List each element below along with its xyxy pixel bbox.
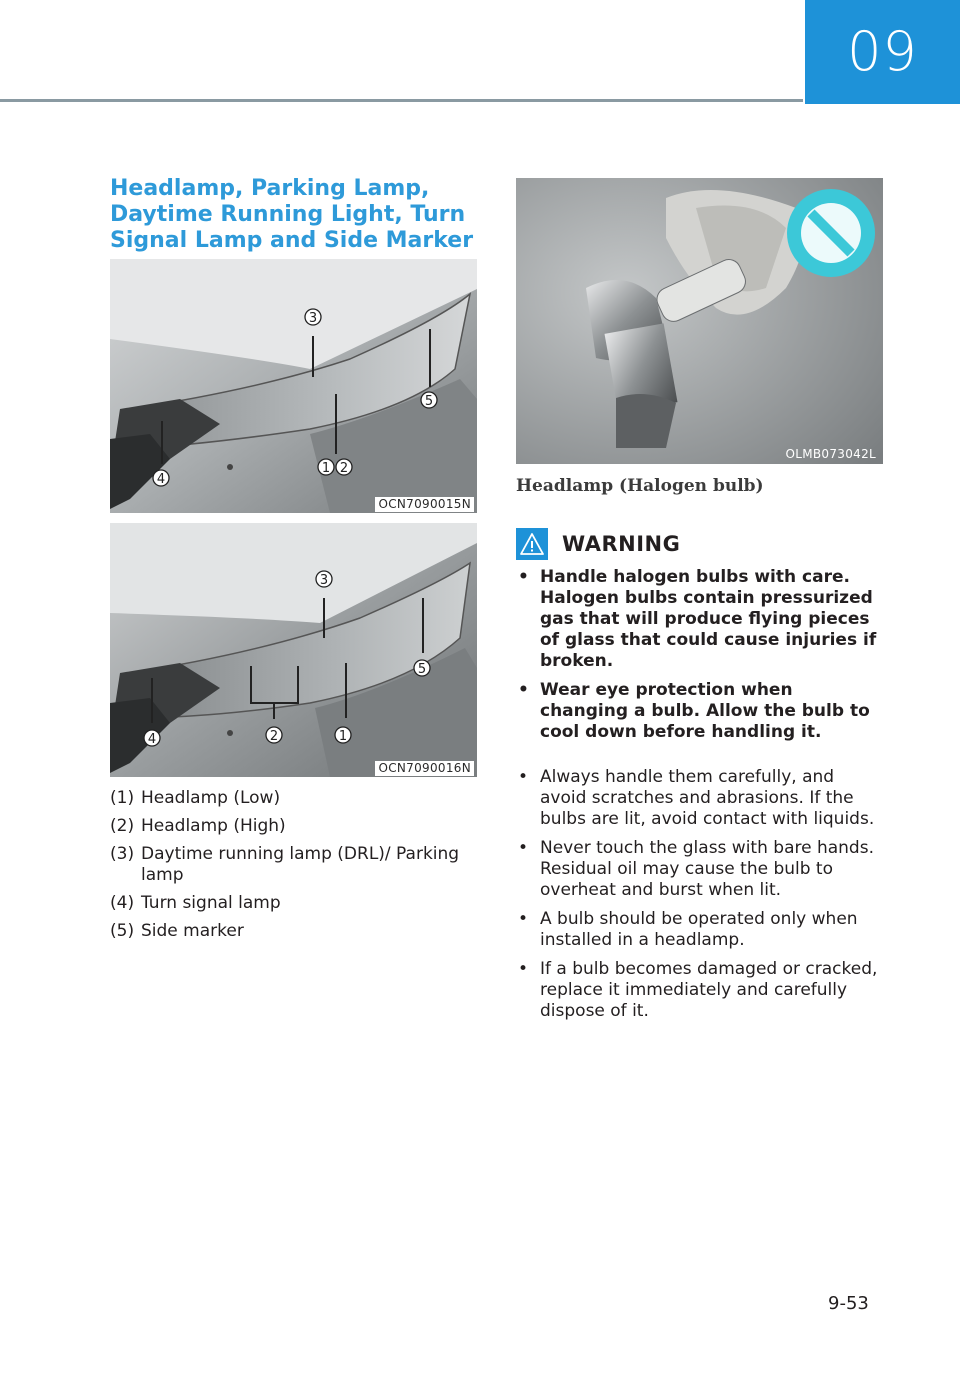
note-item: • Always handle them carefully, and avoid scratches and abrasions. If the bulbs are lit, avoid contact with liquids. (516, 767, 880, 830)
legend-number: (4) (110, 893, 135, 913)
legend-label: Headlamp (High) (141, 816, 286, 836)
note-item: • Never touch the glass with bare hands. Residual oil may cause the bulb to overheat and burst when lit. (516, 838, 880, 901)
warning-item: • Wear eye protection when changing a bulb. Allow the bulb to cool down before handling it. (516, 680, 880, 743)
fig2-callout-3: 3 (319, 573, 329, 588)
legend-item (110, 844, 480, 886)
warning-item: • Handle halogen bulbs with care. Halogen bulbs contain pressurized gas that will produce flying pieces of glass that could cause injuries if broken. (516, 567, 880, 672)
headlamp-figure-2 (110, 523, 477, 777)
bulb-caption: Headlamp (Halogen bulb) (516, 476, 764, 496)
figure-code: OCN7090016N (375, 761, 474, 776)
legend-item (110, 816, 480, 837)
halogen-bulb-illustration (516, 178, 883, 464)
warning-triangle-icon (516, 528, 548, 560)
figure-code: OLMB073042L (785, 447, 876, 461)
halogen-bulb-figure (516, 178, 883, 464)
legend-number: (2) (110, 816, 135, 836)
warning-title: WARNING (562, 532, 681, 556)
warning-header (516, 528, 680, 560)
fig2-callout-4: 4 (147, 732, 157, 747)
header-rule (0, 99, 803, 102)
legend-item (110, 788, 480, 809)
fig1-callout-1: 1 (321, 461, 331, 476)
legend-number: (5) (110, 921, 135, 941)
fig1-callout-4: 4 (156, 472, 166, 487)
note-item: • If a bulb becomes damaged or cracked, replace it immediately and carefully dispose of it. (516, 959, 880, 1022)
section-title: Headlamp, Parking Lamp, Daytime Running Light, Turn Signal Lamp and Side Marker (110, 176, 474, 253)
legend-number: (1) (110, 788, 135, 808)
legend-item (110, 893, 480, 914)
notes-list (516, 767, 880, 1030)
legend-label: Daytime running lamp (DRL)/ Parking lamp (141, 844, 460, 885)
component-legend (110, 788, 480, 949)
fig1-callout-5: 5 (424, 394, 434, 409)
warning-list (516, 567, 880, 751)
note-item: • A bulb should be operated only when installed in a headlamp. (516, 909, 880, 951)
fig2-callout-5: 5 (417, 662, 427, 677)
legend-number: (3) (110, 844, 135, 864)
legend-label: Headlamp (Low) (141, 788, 281, 808)
fig2-callout-2: 2 (269, 729, 279, 744)
legend-label: Turn signal lamp (141, 893, 281, 913)
chapter-tab: 09 (805, 0, 960, 104)
page-number: 9-53 (828, 1293, 869, 1314)
headlamp-illustration-1 (110, 259, 477, 513)
fig1-callout-2: 2 (339, 461, 349, 476)
fig1-callout-3: 3 (308, 311, 318, 326)
headlamp-figure-1 (110, 259, 477, 513)
fig2-callout-1: 1 (338, 729, 348, 744)
figure-code: OCN7090015N (375, 497, 474, 512)
legend-item (110, 921, 480, 942)
legend-label: Side marker (141, 921, 244, 941)
headlamp-illustration-2 (110, 523, 477, 777)
